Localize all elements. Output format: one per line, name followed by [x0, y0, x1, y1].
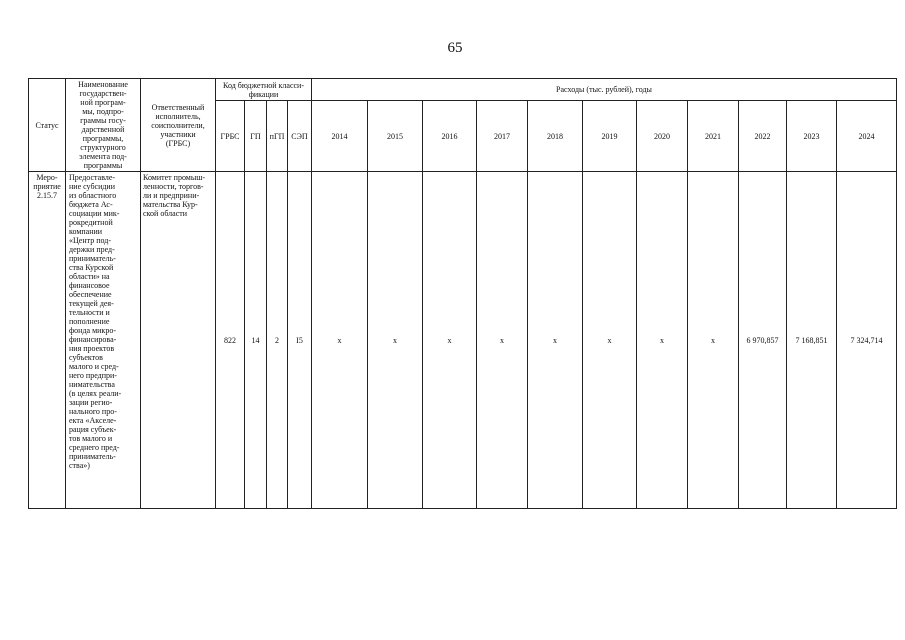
header-name-line: программы, — [82, 134, 124, 143]
row-value-2015: x — [368, 172, 423, 509]
header-name-line: дарственной — [81, 125, 125, 134]
row-name-line: нального про- — [69, 407, 117, 416]
header-responsible-line: (ГРБС) — [165, 138, 191, 148]
row-name-line: тов малого и — [69, 434, 113, 443]
row-name-line: из областного — [69, 191, 117, 200]
row-name-line: зации регио- — [69, 398, 113, 407]
page-number: 65 — [447, 40, 463, 56]
row-status — [29, 172, 66, 509]
row-name-line: тельности и — [69, 308, 110, 317]
row-status-line: Меро- — [36, 173, 58, 182]
header-code-2: пГП — [267, 101, 288, 172]
header-name-line: Наименование — [78, 80, 128, 89]
header-name-line: ной програм- — [80, 98, 126, 107]
header-year-2020: 2020 — [637, 101, 688, 172]
row-name-line: области» на — [69, 272, 110, 281]
header-year-2016: 2016 — [423, 101, 477, 172]
row-responsible-line: ской области — [143, 209, 188, 218]
row-name-line: ние субсидии — [69, 182, 115, 191]
header-name-line: структурного — [80, 143, 126, 152]
row-name-line: рокредитной — [69, 218, 113, 227]
header-name-line: граммы госу- — [80, 116, 126, 125]
row-value-2016: x — [423, 172, 477, 509]
header-responsible-line: участники — [160, 129, 196, 139]
header-year-2021: 2021 — [688, 101, 739, 172]
header-responsible-line: Ответственный — [151, 102, 205, 112]
row-name-line: среднего пред- — [69, 443, 120, 452]
row-name-line: финансовое — [69, 281, 110, 290]
row-name-line: малого и сред- — [69, 362, 119, 371]
row-name-line: компании — [69, 227, 103, 236]
header-name — [66, 79, 141, 172]
header-year-2023: 2023 — [787, 101, 837, 172]
row-value-2018: x — [528, 172, 583, 509]
row-value-2020: x — [637, 172, 688, 509]
row-name-line: Предоставле- — [69, 173, 116, 182]
row-value-2023: 7 168,851 — [787, 172, 837, 509]
row-code-пГП: 2 — [267, 172, 288, 509]
row-value-2017: x — [477, 172, 528, 509]
row-name-line: него предпри- — [69, 371, 117, 380]
header-expenses: Расходы (тыс. рублей), годы — [312, 79, 897, 101]
header-year-2022: 2022 — [739, 101, 787, 172]
header-name-line: программы — [83, 161, 123, 170]
header-responsible-line: исполнитель, — [155, 111, 201, 121]
header-name-line: государствен- — [79, 89, 127, 98]
row-name-line: социации мик- — [69, 209, 120, 218]
header-status: Статус — [29, 79, 66, 172]
row-responsible-line: мательства Кур- — [143, 200, 198, 209]
row-name-line: (в целях реали- — [69, 389, 122, 398]
row-name-line: держки пред- — [69, 245, 115, 254]
row-code-ГРБС: 822 — [216, 172, 245, 509]
header-responsible — [141, 79, 216, 172]
row-name-line: приниматель- — [69, 452, 116, 461]
row-name-line: рация субъек- — [69, 425, 117, 434]
header-code-0: ГРБС — [216, 101, 245, 172]
row-responsible-line: ли и предприни- — [143, 191, 200, 200]
row-name — [66, 172, 141, 509]
row-code-СЭП: I5 — [288, 172, 312, 509]
row-status-line: 2.15.7 — [37, 191, 57, 200]
header-year-2018: 2018 — [528, 101, 583, 172]
row-value-2022: 6 970,857 — [739, 172, 787, 509]
row-responsible — [141, 172, 216, 509]
header-budget-code — [216, 79, 312, 101]
row-responsible-line: ленности, торгов- — [143, 182, 204, 191]
row-name-line: финансирова- — [69, 335, 117, 344]
header-budget-code-line: фикации — [248, 89, 279, 99]
row-value-2019: x — [583, 172, 637, 509]
row-name-line: субъектов — [69, 353, 103, 362]
row-value-2014: x — [312, 172, 368, 509]
row-name-line: ния проектов — [69, 344, 115, 353]
header-responsible-line: соисполнители, — [151, 120, 205, 130]
header-budget-code-line: Код бюджетной класси- — [223, 80, 304, 90]
row-value-2024: 7 324,714 — [837, 172, 897, 509]
row-name-line: текущей дея- — [69, 299, 114, 308]
row-responsible-line: Комитет промыш- — [143, 173, 206, 182]
row-name-line: «Центр под- — [69, 236, 111, 245]
header-year-2017: 2017 — [477, 101, 528, 172]
header-code-3: СЭП — [288, 101, 312, 172]
row-status-line: приятие — [33, 182, 61, 191]
budget-table — [28, 78, 897, 509]
row-name-line: бюджета Ас- — [69, 200, 113, 209]
row-name-line: ства») — [69, 461, 90, 470]
header-name-line: мы, подпро- — [82, 107, 124, 116]
row-name-line: приниматель- — [69, 254, 116, 263]
row-name-line: екта «Акселе- — [69, 416, 117, 425]
header-name-line: элемента под- — [79, 152, 127, 161]
row-name-line: обеспечение — [69, 290, 112, 299]
row-code-ГП: 14 — [245, 172, 267, 509]
header-code-1: ГП — [245, 101, 267, 172]
header-year-2015: 2015 — [368, 101, 423, 172]
row-value-2021: x — [688, 172, 739, 509]
table-row — [29, 172, 897, 509]
header-year-2019: 2019 — [583, 101, 637, 172]
header-year-2014: 2014 — [312, 101, 368, 172]
row-name-line: ства Курской — [69, 263, 114, 272]
row-name-line: нимательства — [69, 380, 115, 389]
row-name-line: фонда микро- — [69, 326, 116, 335]
header-year-2024: 2024 — [837, 101, 897, 172]
row-name-line: пополнение — [69, 317, 110, 326]
